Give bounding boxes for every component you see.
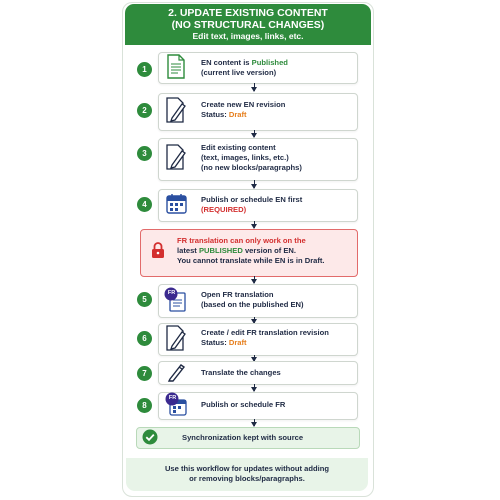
step-6-label: Create / edit FR translation revision bbox=[201, 328, 329, 337]
step-3-label: Edit existing content bbox=[201, 143, 276, 152]
step-1-text bbox=[201, 58, 288, 78]
step-6-status-label: Status: bbox=[201, 338, 229, 347]
arrow-4-warning bbox=[254, 221, 255, 228]
step-8-text: Publish or schedule FR bbox=[201, 400, 286, 409]
footer-note bbox=[126, 458, 368, 491]
arrow-3-4 bbox=[254, 180, 255, 188]
step-5-note: (based on the published EN) bbox=[201, 300, 304, 309]
arrow-1-2 bbox=[254, 83, 255, 91]
calendar-icon bbox=[166, 193, 188, 215]
step-6-status: Draft bbox=[228, 338, 247, 347]
step-2-text bbox=[201, 100, 285, 120]
step-2-number: 2 bbox=[137, 103, 152, 118]
fr-badge: FR bbox=[167, 290, 176, 296]
check-circle-icon bbox=[142, 429, 158, 445]
warning-text bbox=[177, 236, 325, 266]
document-icon bbox=[166, 54, 186, 79]
pencil-icon bbox=[165, 97, 187, 124]
step-4-number: 4 bbox=[137, 197, 152, 212]
arrow-8-sync bbox=[254, 419, 255, 426]
lock-icon bbox=[151, 242, 165, 259]
warning-line-2a: latest bbox=[177, 246, 199, 255]
step-8-number: 8 bbox=[137, 398, 152, 413]
step-7-number: 7 bbox=[137, 366, 152, 381]
step-5-number: 5 bbox=[137, 292, 152, 307]
step-2-label: Create new EN revision bbox=[201, 100, 286, 109]
arrow-warning-5 bbox=[254, 276, 255, 283]
step-6-text bbox=[201, 328, 329, 348]
step-2-status-label: Status: bbox=[201, 110, 229, 119]
step-1-label: EN content is bbox=[201, 58, 252, 67]
step-3-note-1: (text, images, links, etc.) bbox=[201, 153, 289, 162]
warning-line-2c: version of EN. bbox=[242, 246, 297, 255]
step-3-text bbox=[201, 143, 302, 173]
header-subtitle: (NO STRUCTURAL CHANGES) bbox=[171, 19, 325, 31]
warning-published: PUBLISHED bbox=[198, 246, 243, 255]
fr-badge: FR bbox=[168, 395, 177, 401]
pen-icon bbox=[167, 362, 187, 382]
step-3-note-2: (no new blocks/paragraphs) bbox=[201, 163, 302, 172]
pencil-icon bbox=[165, 325, 187, 352]
step-5-label: Open FR translation bbox=[201, 290, 274, 299]
warning-line-1: FR translation can only work on the bbox=[177, 236, 306, 245]
footer-line-1: Use this workflow for updates without adding bbox=[164, 464, 330, 473]
step-3-number: 3 bbox=[137, 146, 152, 161]
step-4-text bbox=[201, 195, 302, 215]
warning-line-3: You cannot translate while EN is in Draft. bbox=[177, 256, 325, 265]
step-4-label: Publish or schedule EN first bbox=[201, 195, 303, 204]
footer-line-2: or removing blocks/paragraphs. bbox=[189, 474, 305, 483]
step-1-status: Published bbox=[251, 58, 288, 67]
workflow-header bbox=[125, 4, 371, 45]
step-4-required: (REQUIRED) bbox=[201, 205, 247, 214]
step-1-note: (current live version) bbox=[201, 68, 277, 77]
step-2-status: Draft bbox=[228, 110, 247, 119]
step-5-text bbox=[201, 290, 304, 310]
header-description: Edit text, images, links, etc. bbox=[192, 31, 304, 41]
step-1-number: 1 bbox=[137, 62, 152, 77]
sync-label: Synchronization kept with source bbox=[182, 433, 304, 442]
arrow-2-3 bbox=[254, 130, 255, 137]
arrow-7-8 bbox=[254, 384, 255, 391]
header-title: 2. UPDATE EXISTING CONTENT bbox=[168, 7, 328, 19]
step-6-number: 6 bbox=[137, 331, 152, 346]
pencil-icon bbox=[165, 144, 187, 171]
step-7-text: Translate the changes bbox=[201, 368, 281, 377]
